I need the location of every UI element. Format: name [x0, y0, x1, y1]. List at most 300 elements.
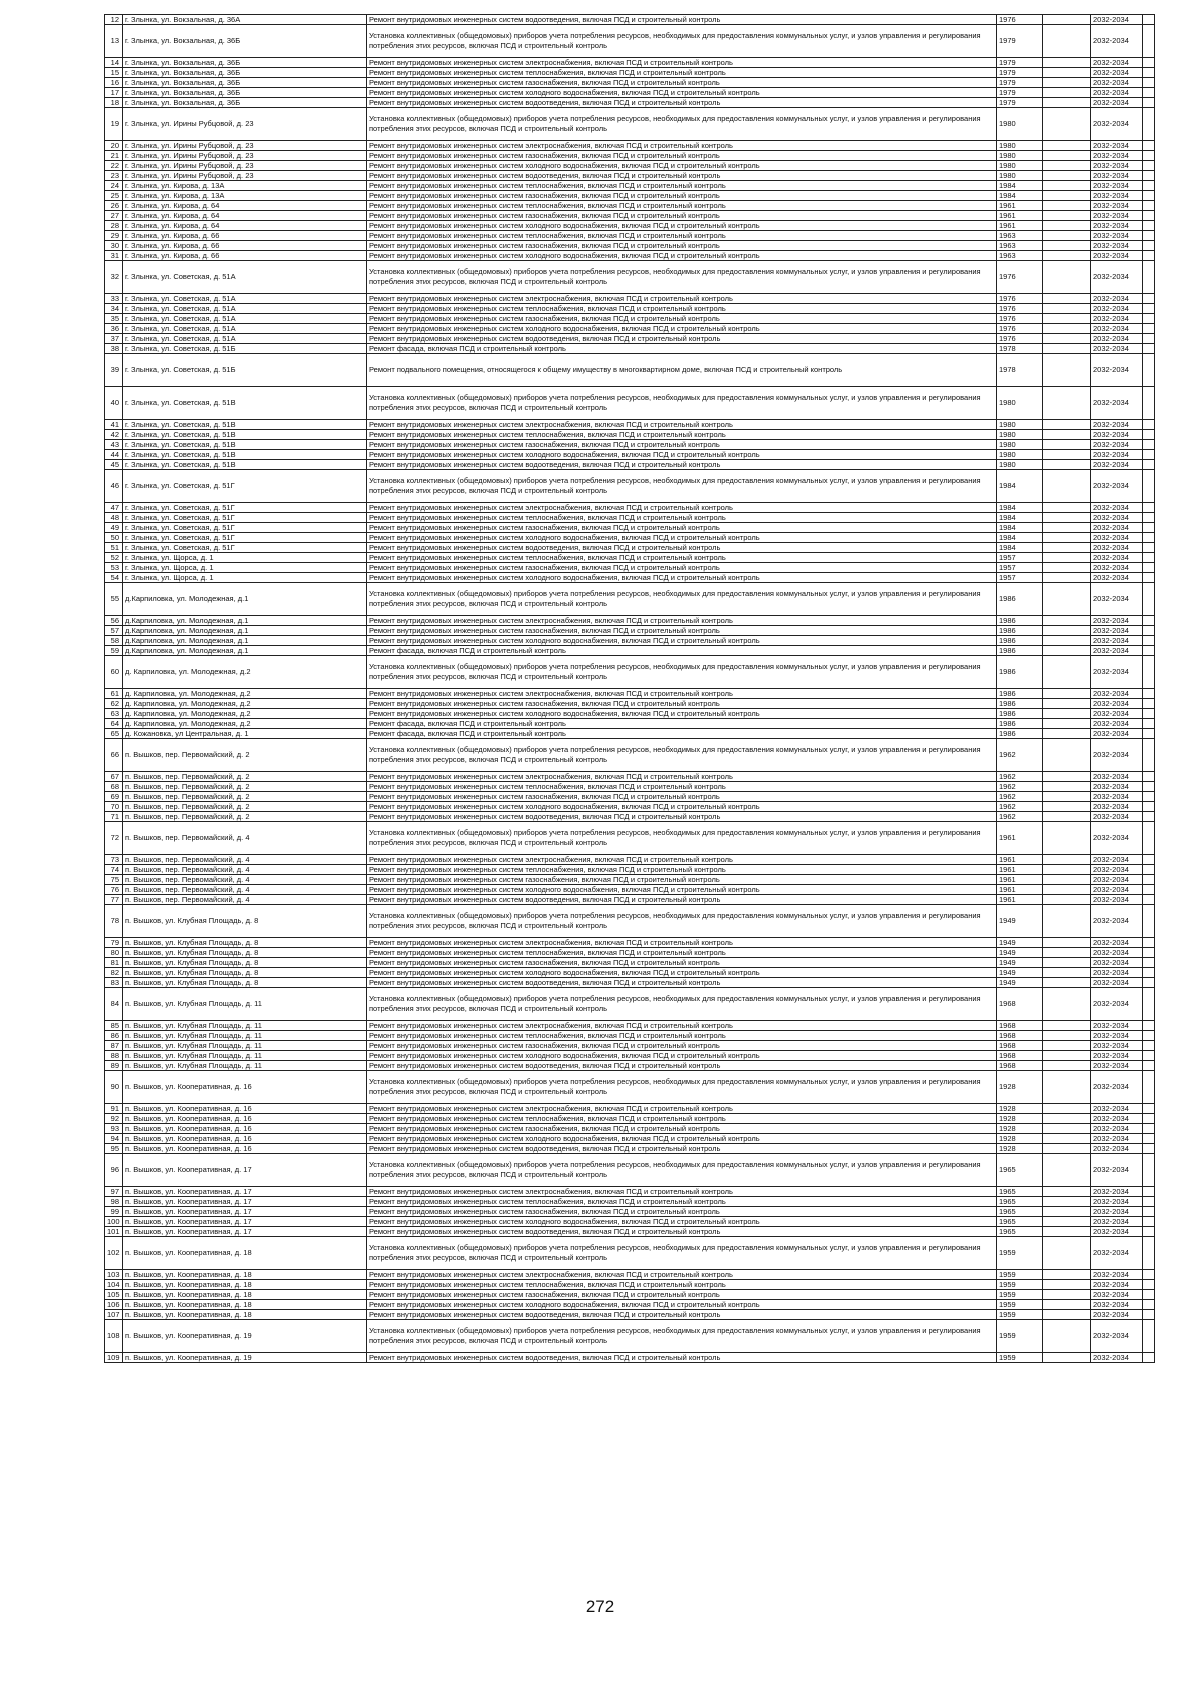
row-number: 72: [105, 822, 123, 855]
year-cell: 1959: [997, 1270, 1043, 1280]
period-cell: 2032-2034: [1091, 1144, 1143, 1154]
work-type-cell: Ремонт внутридомовых инженерных систем электроснабжения, включая ПСД и строительный контроль: [367, 420, 997, 430]
period-cell: 2032-2034: [1091, 420, 1143, 430]
work-type-cell: Ремонт внутридомовых инженерных систем газоснабжения, включая ПСД и строительный контроль: [367, 523, 997, 533]
address-cell: д.Карпиловка, ул. Молодежная, д.1: [123, 636, 367, 646]
table-row: [105, 543, 1155, 553]
period-cell: 2032-2034: [1091, 616, 1143, 626]
period-cell: 2032-2034: [1091, 875, 1143, 885]
edge-cell: [1143, 1061, 1155, 1071]
edge-cell: [1143, 543, 1155, 553]
edge-cell: [1143, 699, 1155, 709]
work-type-cell: Ремонт внутридомовых инженерных систем газоснабжения, включая ПСД и строительный контроль: [367, 792, 997, 802]
year-cell: 1979: [997, 78, 1043, 88]
row-number: 48: [105, 513, 123, 523]
year-cell: 1962: [997, 812, 1043, 822]
row-number: 17: [105, 88, 123, 98]
edge-cell: [1143, 1290, 1155, 1300]
address-cell: г. Злынка, ул. Советская, д. 51Г: [123, 533, 367, 543]
row-number: 71: [105, 812, 123, 822]
work-type-cell: Ремонт внутридомовых инженерных систем водоотведения, включая ПСД и строительный контроль: [367, 1061, 997, 1071]
period-cell: 2032-2034: [1091, 171, 1143, 181]
work-type-cell: Ремонт внутридомовых инженерных систем теплоснабжения, включая ПСД и строительный контроль: [367, 430, 997, 440]
work-type-cell: Ремонт внутридомовых инженерных систем электроснабжения, включая ПСД и строительный контроль: [367, 58, 997, 68]
address-cell: г. Злынка, ул. Советская, д. 51Г: [123, 470, 367, 503]
work-type-cell: Ремонт внутридомовых инженерных систем теплоснабжения, включая ПСД и строительный контроль: [367, 1031, 997, 1041]
work-type-cell: Ремонт внутридомовых инженерных систем теплоснабжения, включая ПСД и строительный контроль: [367, 231, 997, 241]
period-cell: 2032-2034: [1091, 344, 1143, 354]
table-row: [105, 636, 1155, 646]
work-type-cell: Ремонт внутридомовых инженерных систем газоснабжения, включая ПСД и строительный контроль: [367, 78, 997, 88]
table-row: [105, 656, 1155, 689]
period-cell: 2032-2034: [1091, 211, 1143, 221]
address-cell: г. Злынка, ул. Советская, д. 51А: [123, 294, 367, 304]
work-type-cell: Ремонт внутридомовых инженерных систем холодного водоснабжения, включая ПСД и строительный контроль: [367, 450, 997, 460]
edge-cell: [1143, 1217, 1155, 1227]
year-cell: 1980: [997, 171, 1043, 181]
year-cell: 1962: [997, 772, 1043, 782]
table-row: [105, 1197, 1155, 1207]
row-number: 46: [105, 470, 123, 503]
period-cell: 2032-2034: [1091, 1197, 1143, 1207]
period-cell: 2032-2034: [1091, 1061, 1143, 1071]
address-cell: п. Вышков, ул. Кооперативная, д. 18: [123, 1237, 367, 1270]
edge-cell: [1143, 1134, 1155, 1144]
table-row: [105, 1051, 1155, 1061]
work-type-cell: Ремонт внутридомовых инженерных систем электроснабжения, включая ПСД и строительный контроль: [367, 616, 997, 626]
year-cell: 1986: [997, 583, 1043, 616]
year-cell: 1980: [997, 440, 1043, 450]
year-cell: 1959: [997, 1290, 1043, 1300]
period-cell: 2032-2034: [1091, 1071, 1143, 1104]
period-cell: 2032-2034: [1091, 430, 1143, 440]
edge-cell: [1143, 211, 1155, 221]
blank-cell: [1043, 88, 1091, 98]
edge-cell: [1143, 334, 1155, 344]
year-cell: 1976: [997, 294, 1043, 304]
row-number: 85: [105, 1021, 123, 1031]
address-cell: п. Вышков, ул. Клубная Площадь, д. 11: [123, 1061, 367, 1071]
period-cell: 2032-2034: [1091, 294, 1143, 304]
table-row: [105, 616, 1155, 626]
year-cell: 1986: [997, 626, 1043, 636]
table-row: [105, 171, 1155, 181]
blank-cell: [1043, 450, 1091, 460]
work-type-cell: Ремонт внутридомовых инженерных систем электроснабжения, включая ПСД и строительный контроль: [367, 294, 997, 304]
blank-cell: [1043, 699, 1091, 709]
row-number: 22: [105, 161, 123, 171]
address-cell: г. Злынка, ул. Советская, д. 51Г: [123, 513, 367, 523]
row-number: 45: [105, 460, 123, 470]
blank-cell: [1043, 304, 1091, 314]
blank-cell: [1043, 1061, 1091, 1071]
period-cell: 2032-2034: [1091, 626, 1143, 636]
table-row: [105, 875, 1155, 885]
work-type-cell: Ремонт внутридомовых инженерных систем газоснабжения, включая ПСД и строительный контроль: [367, 241, 997, 251]
edge-cell: [1143, 440, 1155, 450]
row-number: 51: [105, 543, 123, 553]
work-type-cell: Ремонт внутридомовых инженерных систем теплоснабжения, включая ПСД и строительный контроль: [367, 201, 997, 211]
year-cell: 1961: [997, 875, 1043, 885]
edge-cell: [1143, 78, 1155, 88]
row-number: 31: [105, 251, 123, 261]
table-row: [105, 68, 1155, 78]
blank-cell: [1043, 855, 1091, 865]
work-type-cell: Ремонт внутридомовых инженерных систем электроснабжения, включая ПСД и строительный контроль: [367, 503, 997, 513]
period-cell: 2032-2034: [1091, 1270, 1143, 1280]
year-cell: 1928: [997, 1104, 1043, 1114]
period-cell: 2032-2034: [1091, 968, 1143, 978]
edge-cell: [1143, 938, 1155, 948]
work-type-cell: Ремонт внутридомовых инженерных систем водоотведения, включая ПСД и строительный контроль: [367, 812, 997, 822]
blank-cell: [1043, 181, 1091, 191]
edge-cell: [1143, 1237, 1155, 1270]
address-cell: г. Злынка, ул. Советская, д. 51А: [123, 334, 367, 344]
year-cell: 1949: [997, 958, 1043, 968]
edge-cell: [1143, 221, 1155, 231]
work-type-cell: Ремонт внутридомовых инженерных систем газоснабжения, включая ПСД и строительный контроль: [367, 1124, 997, 1134]
work-type-cell: Ремонт внутридомовых инженерных систем водоотведения, включая ПСД и строительный контроль: [367, 1227, 997, 1237]
table-row: [105, 420, 1155, 430]
edge-cell: [1143, 729, 1155, 739]
table-row: [105, 533, 1155, 543]
row-number: 86: [105, 1031, 123, 1041]
table-row: [105, 324, 1155, 334]
row-number: 70: [105, 802, 123, 812]
blank-cell: [1043, 1051, 1091, 1061]
period-cell: 2032-2034: [1091, 739, 1143, 772]
period-cell: 2032-2034: [1091, 938, 1143, 948]
edge-cell: [1143, 802, 1155, 812]
edge-cell: [1143, 626, 1155, 636]
row-number: 90: [105, 1071, 123, 1104]
row-number: 19: [105, 108, 123, 141]
table-row: [105, 822, 1155, 855]
blank-cell: [1043, 802, 1091, 812]
row-number: 36: [105, 324, 123, 334]
row-number: 59: [105, 646, 123, 656]
work-type-cell: Ремонт внутридомовых инженерных систем газоснабжения, включая ПСД и строительный контроль: [367, 958, 997, 968]
blank-cell: [1043, 354, 1091, 387]
table-row: [105, 1031, 1155, 1041]
year-cell: 1979: [997, 58, 1043, 68]
year-cell: 1980: [997, 161, 1043, 171]
row-number: 44: [105, 450, 123, 460]
edge-cell: [1143, 98, 1155, 108]
period-cell: 2032-2034: [1091, 241, 1143, 251]
work-type-cell: Установка коллективных (общедомовых) приборов учета потребления ресурсов, необходимых для предоставления коммунальных услуг, и узлов управления и регулирования потребления этих ресурсов, включая ПСД и строительный контроль: [367, 1154, 997, 1187]
blank-cell: [1043, 314, 1091, 324]
address-cell: г. Злынка, ул. Советская, д. 51А: [123, 314, 367, 324]
blank-cell: [1043, 553, 1091, 563]
address-cell: г. Злынка, ул. Советская, д. 51А: [123, 261, 367, 294]
blank-cell: [1043, 646, 1091, 656]
table-row: [105, 1300, 1155, 1310]
edge-cell: [1143, 58, 1155, 68]
work-type-cell: Ремонт внутридомовых инженерных систем теплоснабжения, включая ПСД и строительный контроль: [367, 68, 997, 78]
edge-cell: [1143, 1310, 1155, 1320]
row-number: 100: [105, 1217, 123, 1227]
year-cell: 1961: [997, 221, 1043, 231]
blank-cell: [1043, 151, 1091, 161]
table-row: [105, 1061, 1155, 1071]
row-number: 68: [105, 782, 123, 792]
table-row: [105, 1207, 1155, 1217]
blank-cell: [1043, 294, 1091, 304]
blank-cell: [1043, 1154, 1091, 1187]
period-cell: 2032-2034: [1091, 25, 1143, 58]
address-cell: п. Вышков, пер. Первомайский, д. 4: [123, 822, 367, 855]
work-type-cell: Ремонт внутридомовых инженерных систем газоснабжения, включая ПСД и строительный контроль: [367, 875, 997, 885]
work-type-cell: Ремонт внутридомовых инженерных систем газоснабжения, включая ПСД и строительный контроль: [367, 1290, 997, 1300]
period-cell: 2032-2034: [1091, 1021, 1143, 1031]
table-row: [105, 1114, 1155, 1124]
work-type-cell: Ремонт внутридомовых инженерных систем теплоснабжения, включая ПСД и строительный контроль: [367, 865, 997, 875]
blank-cell: [1043, 656, 1091, 689]
work-type-cell: Ремонт внутридомовых инженерных систем электроснабжения, включая ПСД и строительный контроль: [367, 689, 997, 699]
work-type-cell: Ремонт внутридомовых инженерных систем теплоснабжения, включая ПСД и строительный контроль: [367, 181, 997, 191]
work-type-cell: Ремонт внутридомовых инженерных систем газоснабжения, включая ПСД и строительный контроль: [367, 626, 997, 636]
table-row: [105, 1320, 1155, 1353]
edge-cell: [1143, 1197, 1155, 1207]
edge-cell: [1143, 201, 1155, 211]
period-cell: 2032-2034: [1091, 656, 1143, 689]
table-row: [105, 938, 1155, 948]
row-number: 106: [105, 1300, 123, 1310]
table-row: [105, 885, 1155, 895]
address-cell: г. Злынка, ул. Кирова, д. 13А: [123, 191, 367, 201]
work-type-cell: Установка коллективных (общедомовых) приборов учета потребления ресурсов, необходимых для предоставления коммунальных услуг, и узлов управления и регулирования потребления этих ресурсов, включая ПСД и строительный контроль: [367, 470, 997, 503]
year-cell: 1928: [997, 1071, 1043, 1104]
period-cell: 2032-2034: [1091, 958, 1143, 968]
edge-cell: [1143, 822, 1155, 855]
work-type-cell: Установка коллективных (общедомовых) приборов учета потребления ресурсов, необходимых для предоставления коммунальных услуг, и узлов управления и регулирования потребления этих ресурсов, включая ПСД и строительный контроль: [367, 988, 997, 1021]
edge-cell: [1143, 523, 1155, 533]
row-number: 24: [105, 181, 123, 191]
year-cell: 1980: [997, 387, 1043, 420]
edge-cell: [1143, 636, 1155, 646]
blank-cell: [1043, 812, 1091, 822]
year-cell: 1986: [997, 616, 1043, 626]
work-type-cell: Ремонт внутридомовых инженерных систем водоотведения, включая ПСД и строительный контроль: [367, 1144, 997, 1154]
address-cell: г. Злынка, ул. Ирины Рубцовой, д. 23: [123, 171, 367, 181]
edge-cell: [1143, 1144, 1155, 1154]
edge-cell: [1143, 1300, 1155, 1310]
address-cell: д. Карпиловка, ул. Молодежная, д.2: [123, 689, 367, 699]
work-type-cell: Ремонт внутридомовых инженерных систем газоснабжения, включая ПСД и строительный контроль: [367, 1041, 997, 1051]
period-cell: 2032-2034: [1091, 88, 1143, 98]
table-row: [105, 699, 1155, 709]
year-cell: 1961: [997, 201, 1043, 211]
work-type-cell: Ремонт внутридомовых инженерных систем теплоснабжения, включая ПСД и строительный контроль: [367, 1280, 997, 1290]
work-type-cell: Ремонт внутридомовых инженерных систем холодного водоснабжения, включая ПСД и строительный контроль: [367, 802, 997, 812]
period-cell: 2032-2034: [1091, 1217, 1143, 1227]
address-cell: д.Карпиловка, ул. Молодежная, д.1: [123, 616, 367, 626]
year-cell: 1963: [997, 241, 1043, 251]
period-cell: 2032-2034: [1091, 1280, 1143, 1290]
row-number: 65: [105, 729, 123, 739]
blank-cell: [1043, 460, 1091, 470]
row-number: 56: [105, 616, 123, 626]
blank-cell: [1043, 865, 1091, 875]
address-cell: п. Вышков, пер. Первомайский, д. 2: [123, 802, 367, 812]
address-cell: г. Злынка, ул. Ирины Рубцовой, д. 23: [123, 161, 367, 171]
blank-cell: [1043, 523, 1091, 533]
table-row: [105, 334, 1155, 344]
period-cell: 2032-2034: [1091, 1207, 1143, 1217]
period-cell: 2032-2034: [1091, 387, 1143, 420]
period-cell: 2032-2034: [1091, 1187, 1143, 1197]
edge-cell: [1143, 1320, 1155, 1353]
year-cell: 1984: [997, 533, 1043, 543]
period-cell: 2032-2034: [1091, 141, 1143, 151]
table-row: [105, 88, 1155, 98]
work-type-cell: Ремонт внутридомовых инженерных систем теплоснабжения, включая ПСД и строительный контроль: [367, 553, 997, 563]
row-number: 92: [105, 1114, 123, 1124]
period-cell: 2032-2034: [1091, 885, 1143, 895]
row-number: 104: [105, 1280, 123, 1290]
blank-cell: [1043, 161, 1091, 171]
year-cell: 1978: [997, 344, 1043, 354]
address-cell: г. Злынка, ул. Кирова, д. 64: [123, 201, 367, 211]
address-cell: п. Вышков, пер. Первомайский, д. 4: [123, 875, 367, 885]
edge-cell: [1143, 1124, 1155, 1134]
period-cell: 2032-2034: [1091, 709, 1143, 719]
year-cell: 1961: [997, 895, 1043, 905]
row-number: 107: [105, 1310, 123, 1320]
year-cell: 1949: [997, 968, 1043, 978]
edge-cell: [1143, 772, 1155, 782]
edge-cell: [1143, 294, 1155, 304]
work-type-cell: Ремонт внутридомовых инженерных систем водоотведения, включая ПСД и строительный контроль: [367, 978, 997, 988]
address-cell: п. Вышков, пер. Первомайский, д. 2: [123, 812, 367, 822]
address-cell: п. Вышков, ул. Кооперативная, д. 17: [123, 1154, 367, 1187]
period-cell: 2032-2034: [1091, 1320, 1143, 1353]
work-type-cell: Ремонт внутридомовых инженерных систем теплоснабжения, включая ПСД и строительный контроль: [367, 1114, 997, 1124]
blank-cell: [1043, 772, 1091, 782]
work-type-cell: Ремонт внутридомовых инженерных систем теплоснабжения, включая ПСД и строительный контроль: [367, 948, 997, 958]
edge-cell: [1143, 171, 1155, 181]
year-cell: 1965: [997, 1197, 1043, 1207]
blank-cell: [1043, 885, 1091, 895]
year-cell: 1949: [997, 948, 1043, 958]
blank-cell: [1043, 1144, 1091, 1154]
row-number: 63: [105, 709, 123, 719]
edge-cell: [1143, 1114, 1155, 1124]
period-cell: 2032-2034: [1091, 503, 1143, 513]
work-type-cell: Ремонт внутридомовых инженерных систем холодного водоснабжения, включая ПСД и строительный контроль: [367, 251, 997, 261]
edge-cell: [1143, 68, 1155, 78]
work-type-cell: Ремонт внутридомовых инженерных систем теплоснабжения, включая ПСД и строительный контроль: [367, 304, 997, 314]
period-cell: 2032-2034: [1091, 988, 1143, 1021]
table-row: [105, 1104, 1155, 1114]
period-cell: 2032-2034: [1091, 855, 1143, 865]
row-number: 41: [105, 420, 123, 430]
row-number: 108: [105, 1320, 123, 1353]
year-cell: 1961: [997, 855, 1043, 865]
address-cell: п. Вышков, ул. Кооперативная, д. 17: [123, 1187, 367, 1197]
edge-cell: [1143, 533, 1155, 543]
blank-cell: [1043, 1071, 1091, 1104]
blank-cell: [1043, 324, 1091, 334]
period-cell: 2032-2034: [1091, 15, 1143, 25]
year-cell: 1957: [997, 563, 1043, 573]
table-row: [105, 792, 1155, 802]
blank-cell: [1043, 1270, 1091, 1280]
row-number: 55: [105, 583, 123, 616]
work-type-cell: Ремонт внутридомовых инженерных систем водоотведения, включая ПСД и строительный контроль: [367, 1353, 997, 1363]
address-cell: п. Вышков, ул. Клубная Площадь, д. 8: [123, 978, 367, 988]
table-row: [105, 772, 1155, 782]
period-cell: 2032-2034: [1091, 161, 1143, 171]
address-cell: г. Злынка, ул. Советская, д. 51Г: [123, 543, 367, 553]
period-cell: 2032-2034: [1091, 646, 1143, 656]
work-type-cell: Ремонт подвального помещения, относящегося к общему имуществу в многоквартирном доме, включая ПСД и строительный контроль: [367, 354, 997, 387]
table-row: [105, 626, 1155, 636]
row-number: 73: [105, 855, 123, 865]
row-number: 43: [105, 440, 123, 450]
table-row: [105, 191, 1155, 201]
year-cell: 1986: [997, 636, 1043, 646]
edge-cell: [1143, 689, 1155, 699]
work-type-cell: Ремонт внутридомовых инженерных систем водоотведения, включая ПСД и строительный контроль: [367, 334, 997, 344]
year-cell: 1965: [997, 1187, 1043, 1197]
work-type-cell: Установка коллективных (общедомовых) приборов учета потребления ресурсов, необходимых для предоставления коммунальных услуг, и узлов управления и регулирования потребления этих ресурсов, включая ПСД и строительный контроль: [367, 25, 997, 58]
table-row: [105, 739, 1155, 772]
work-type-cell: Ремонт внутридомовых инженерных систем электроснабжения, включая ПСД и строительный контроль: [367, 772, 997, 782]
address-cell: п. Вышков, ул. Кооперативная, д. 19: [123, 1353, 367, 1363]
table-row: [105, 523, 1155, 533]
row-number: 15: [105, 68, 123, 78]
period-cell: 2032-2034: [1091, 1031, 1143, 1041]
year-cell: 1979: [997, 68, 1043, 78]
row-number: 79: [105, 938, 123, 948]
edge-cell: [1143, 978, 1155, 988]
row-number: 87: [105, 1041, 123, 1051]
blank-cell: [1043, 782, 1091, 792]
edge-cell: [1143, 812, 1155, 822]
period-cell: 2032-2034: [1091, 1041, 1143, 1051]
table-row: [105, 1217, 1155, 1227]
address-cell: г. Злынка, ул. Советская, д. 51В: [123, 440, 367, 450]
work-type-cell: Ремонт внутридомовых инженерных систем электроснабжения, включая ПСД и строительный контроль: [367, 855, 997, 865]
work-type-cell: Ремонт внутридомовых инженерных систем водоотведения, включая ПСД и строительный контроль: [367, 15, 997, 25]
row-number: 61: [105, 689, 123, 699]
blank-cell: [1043, 1124, 1091, 1134]
edge-cell: [1143, 583, 1155, 616]
table-row: [105, 430, 1155, 440]
work-type-cell: Ремонт внутридомовых инженерных систем холодного водоснабжения, включая ПСД и строительный контроль: [367, 161, 997, 171]
work-type-cell: Ремонт внутридомовых инженерных систем водоотведения, включая ПСД и строительный контроль: [367, 543, 997, 553]
address-cell: г. Злынка, ул. Советская, д. 51А: [123, 304, 367, 314]
address-cell: г. Злынка, ул. Советская, д. 51В: [123, 387, 367, 420]
blank-cell: [1043, 792, 1091, 802]
table-row: [105, 231, 1155, 241]
edge-cell: [1143, 344, 1155, 354]
address-cell: п. Вышков, пер. Первомайский, д. 4: [123, 865, 367, 875]
edge-cell: [1143, 354, 1155, 387]
blank-cell: [1043, 503, 1091, 513]
edge-cell: [1143, 875, 1155, 885]
address-cell: п. Вышков, ул. Кооперативная, д. 16: [123, 1114, 367, 1124]
row-number: 69: [105, 792, 123, 802]
year-cell: 1980: [997, 430, 1043, 440]
period-cell: 2032-2034: [1091, 181, 1143, 191]
address-cell: д.Карпиловка, ул. Молодежная, д.1: [123, 646, 367, 656]
year-cell: 1980: [997, 141, 1043, 151]
edge-cell: [1143, 563, 1155, 573]
period-cell: 2032-2034: [1091, 1290, 1143, 1300]
